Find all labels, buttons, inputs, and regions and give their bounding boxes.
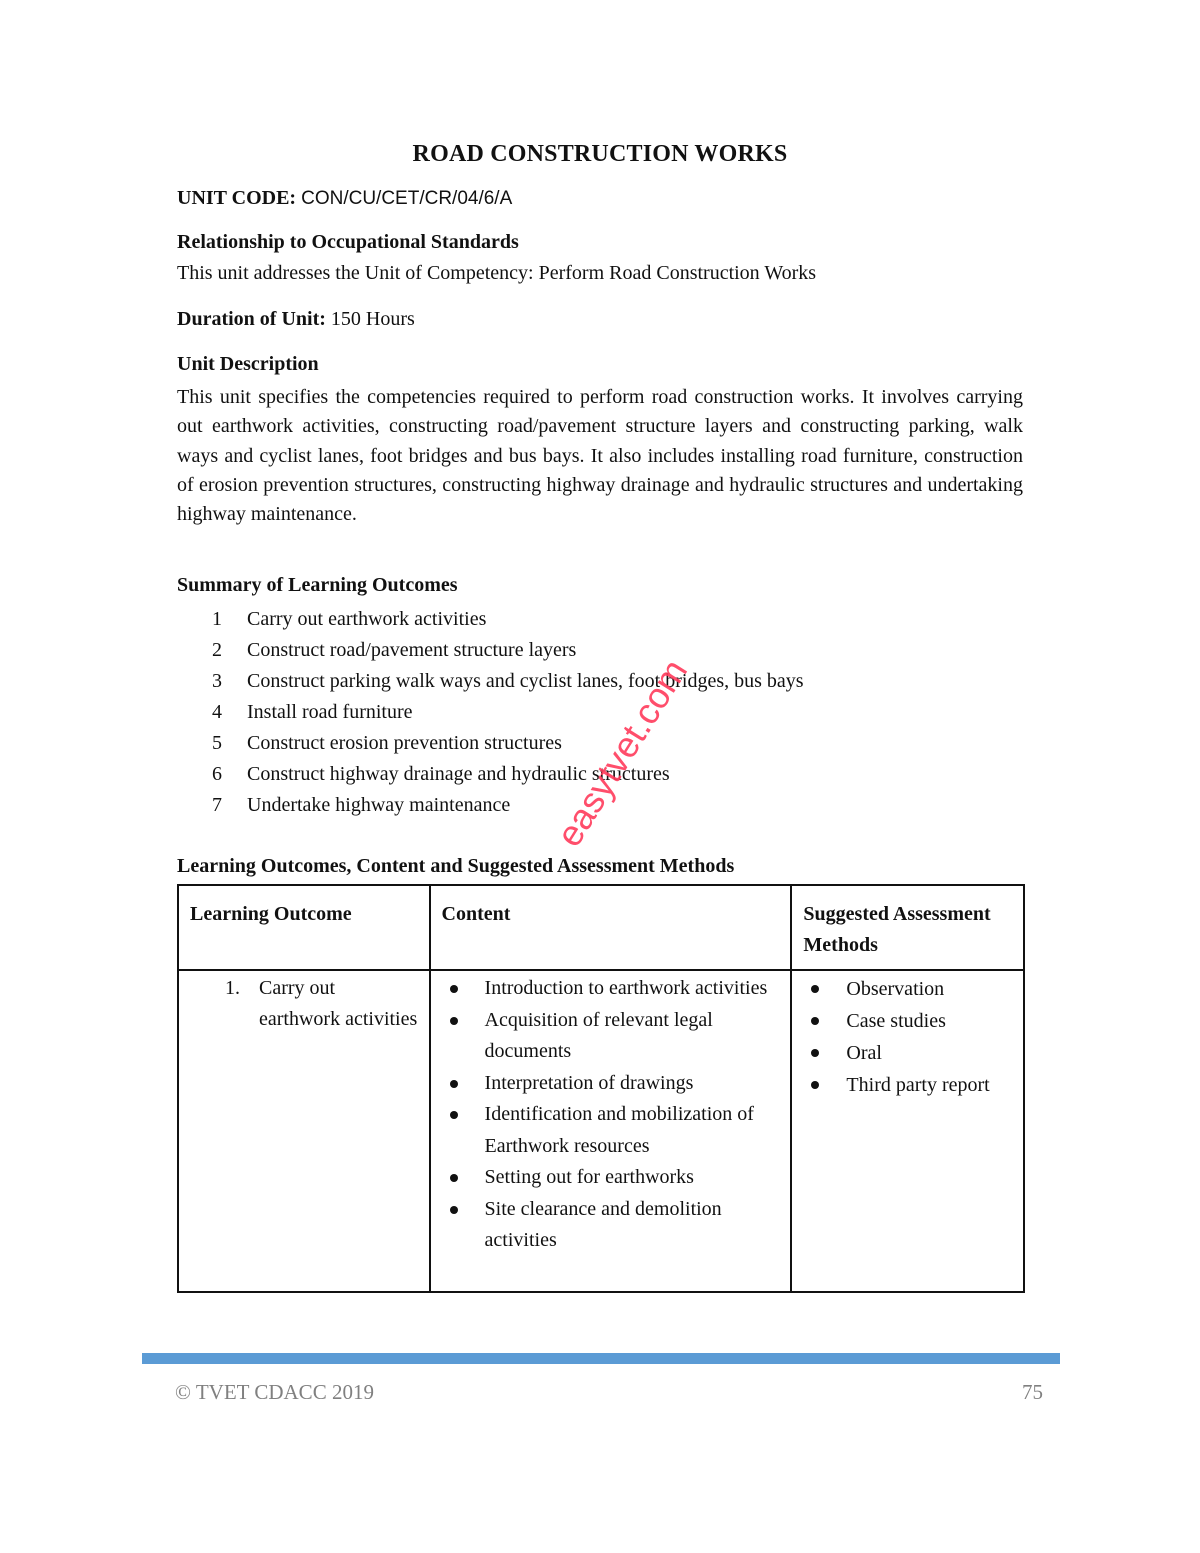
outcome-cell xyxy=(178,970,430,1292)
list-item xyxy=(431,1162,791,1194)
list-item-text: Introduction to earthwork activities xyxy=(484,977,768,999)
column-header-content: Content xyxy=(430,885,792,970)
list-item xyxy=(177,759,804,790)
list-item-number: 3 xyxy=(212,670,222,692)
methods-cell xyxy=(791,970,1024,1292)
list-item-text: Site clearance and demolition activities xyxy=(484,1197,722,1251)
list-item xyxy=(792,1037,1023,1069)
learning-outcomes-table xyxy=(177,884,1025,1293)
list-item-text: Case studies xyxy=(846,1010,946,1032)
outcome-text: Carry out earthwork activities xyxy=(259,977,418,1030)
duration-value: 150 Hours xyxy=(330,308,415,330)
bullet-icon xyxy=(450,985,458,993)
table-row xyxy=(178,970,1024,1292)
list-item-text: Construct erosion prevention structures xyxy=(247,732,562,754)
list-item xyxy=(177,697,804,728)
list-item xyxy=(177,728,804,759)
list-item-text: Setting out for earthworks xyxy=(484,1166,694,1188)
methods-list xyxy=(792,973,1023,1101)
column-header-assessment-methods: Suggested Assessment Methods xyxy=(791,885,1024,970)
unit-code-label: UNIT CODE: xyxy=(177,187,297,209)
list-item xyxy=(431,973,791,1005)
page-number: 75 xyxy=(1022,1380,1043,1404)
bullet-icon xyxy=(811,985,819,993)
list-item-number: 5 xyxy=(212,732,222,754)
duration xyxy=(177,308,415,331)
duration-label: Duration of Unit: xyxy=(177,308,326,330)
list-item-text: Construct road/pavement structure layers xyxy=(247,639,577,661)
list-item xyxy=(431,1068,791,1100)
list-item-number: 2 xyxy=(212,639,222,661)
list-item xyxy=(431,1099,791,1162)
bullet-icon xyxy=(450,1017,458,1025)
list-item-text: Interpretation of drawings xyxy=(484,1071,694,1094)
list-item-text: Undertake highway maintenance xyxy=(247,794,511,816)
list-item-text: Acquisition of relevant legal documents xyxy=(484,1008,713,1062)
list-item-text: Install road furniture xyxy=(247,701,413,723)
list-item xyxy=(792,1005,1023,1037)
summary-heading: Summary of Learning Outcomes xyxy=(177,574,458,596)
list-item-number: 1 xyxy=(212,608,222,630)
description-text: This unit specifies the competencies required to perform road construction works. It involves carrying out earthwork activities, constructing road/pavement structure layers and constructing parking, walk ways and cyclist lanes, foot bridges and bus bays. It also includes installing road furniture, construction of erosion prevention structures, constructing highway drainage and hydraulic structures and undertaking highway maintenance. xyxy=(177,386,1023,526)
list-item-text: Carry out earthwork activities xyxy=(247,608,487,630)
list-item-number: 4 xyxy=(212,701,222,723)
column-header-learning-outcome: Learning Outcome xyxy=(178,885,430,970)
bullet-icon xyxy=(450,1206,458,1214)
unit-code xyxy=(177,187,512,210)
document-title: ROAD CONSTRUCTION WORKS xyxy=(412,141,788,167)
bullet-icon xyxy=(450,1080,458,1088)
footer-divider xyxy=(142,1353,1060,1364)
content-cell xyxy=(430,970,792,1292)
outcome-number: 1. xyxy=(225,977,240,999)
relationship-text: This unit addresses the Unit of Competency: Perform Road Construction Works xyxy=(177,262,817,284)
list-item-text: Identification and mobilization of Earthwork resources xyxy=(484,1103,754,1157)
table-heading: Learning Outcomes, Content and Suggested Assessment Methods xyxy=(177,855,735,877)
learning-outcomes-list xyxy=(177,604,804,821)
list-item xyxy=(792,1069,1023,1101)
list-item-text: Construct highway drainage and hydraulic structures xyxy=(247,763,670,785)
list-item xyxy=(177,790,804,821)
bullet-icon xyxy=(811,1081,819,1089)
bullet-icon xyxy=(450,1111,458,1119)
list-item-number: 7 xyxy=(212,794,222,816)
list-item-text: Construct parking walk ways and cyclist lanes, foot bridges, bus bays xyxy=(247,670,804,692)
unit-code-value: CON/CU/CET/CR/04/6/A xyxy=(301,188,513,209)
list-item xyxy=(792,973,1023,1005)
description-heading: Unit Description xyxy=(177,353,319,375)
bullet-icon xyxy=(811,1017,819,1025)
relationship-heading: Relationship to Occupational Standards xyxy=(177,231,519,253)
list-item-text: Third party report xyxy=(846,1074,990,1096)
list-item xyxy=(177,635,804,666)
list-item xyxy=(431,1005,791,1068)
list-item xyxy=(177,666,804,697)
bullet-icon xyxy=(811,1049,819,1057)
list-item-text: Oral xyxy=(846,1042,882,1064)
bullet-icon xyxy=(450,1174,458,1182)
list-item xyxy=(177,604,804,635)
list-item xyxy=(431,1194,791,1257)
list-item-number: 6 xyxy=(212,763,222,785)
table-header-row xyxy=(178,885,1024,970)
watermark: easytvet.com xyxy=(548,651,696,854)
footer-copyright: © TVET CDACC 2019 xyxy=(175,1380,374,1404)
content-list xyxy=(431,973,791,1257)
list-item-text: Observation xyxy=(846,978,945,1000)
